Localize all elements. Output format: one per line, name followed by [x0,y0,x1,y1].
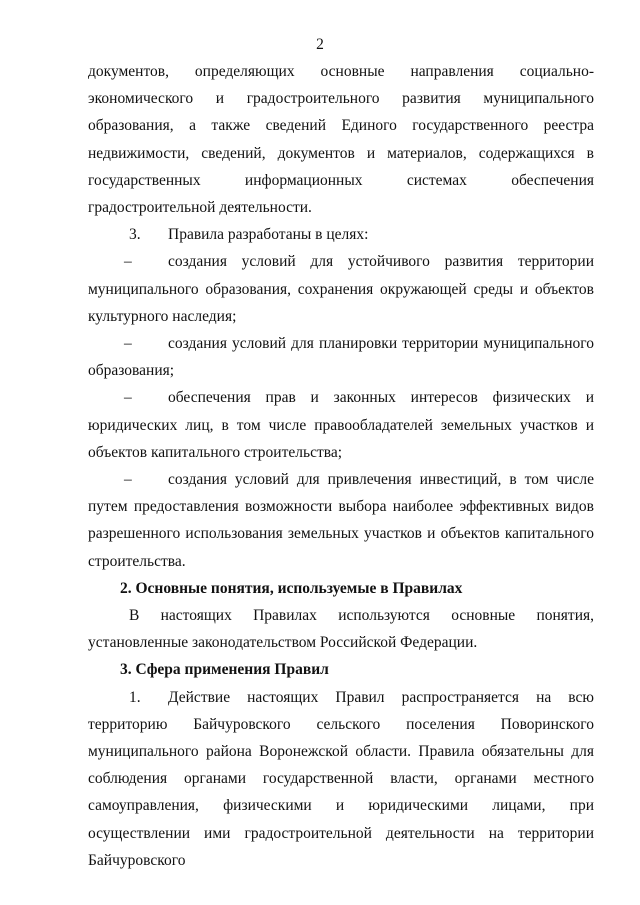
list-item-text: Правила разработаны в целях: [168,226,369,244]
bullet-item-3 [88,384,594,466]
page-number: 2 [316,36,324,53]
bullet-dash: – [124,253,132,271]
list-item-number: 3. [129,226,141,244]
document-body [88,58,594,874]
bullet-text-continuation: образования; [88,362,175,380]
bullet-text-continuation: муниципального образования, сохранения окружающей среды и объектов культурного наследия; [88,280,594,325]
bullet-text-first-line: создания условий для планировки территории муниципального [168,335,594,353]
section-3-heading: 3. Сфера применения Правил [120,661,329,679]
list-item-number: 1. [129,688,141,706]
bullet-item-1 [88,248,594,330]
bullet-item-2 [88,330,594,384]
bullet-item-4 [88,466,594,575]
bullet-text-continuation: путем предоставления возможности выбора наиболее эффективных видов разрешенного использования земельных участков и объектов капитального строительства. [88,498,594,570]
section-2-text: В настоящих Правилах используются основные понятия, установленные законодательством Российской Федерации. [88,607,594,652]
bullet-text-first-line: обеспечения прав и законных интересов физических и [168,389,594,407]
section-3-item-1 [88,684,594,874]
bullet-dash: – [124,335,132,353]
list-item-continuation: территорию Байчуровского сельского поселения Поворинского муниципального района Воронежской области. Правила обязательны для соблюдения органами государственной власти, органами местного самоуправления, физическими и юридическими лицами, при осуществлении ими градостроительной деятельности на территории Байчуровского [88,715,594,869]
list-item-3 [88,221,594,248]
bullet-dash: – [124,389,132,407]
section-2-heading: 2. Основные понятия, используемые в Правилах [120,579,463,597]
paragraph-continuation: документов, определяющих основные направления социально-экономического и градостроительного развития муниципального образования, а также сведений Единого государственного реестра недвижимости, сведений, документов и материалов, содержащихся в государственных информационных системах обеспечения градостроительной деятельности. [88,63,594,217]
bullet-dash: – [124,471,132,489]
bullet-text-first-line: создания условий для привлечения инвестиций, в том числе [168,471,594,489]
bullet-text-continuation: юридических лиц, в том числе правообладателей земельных участков и объектов капитального строительства; [88,416,594,461]
bullet-text-first-line: создания условий для устойчивого развития территории [168,253,594,271]
list-item-first-line: Действие настоящих Правил распространяется на всю [168,688,594,706]
